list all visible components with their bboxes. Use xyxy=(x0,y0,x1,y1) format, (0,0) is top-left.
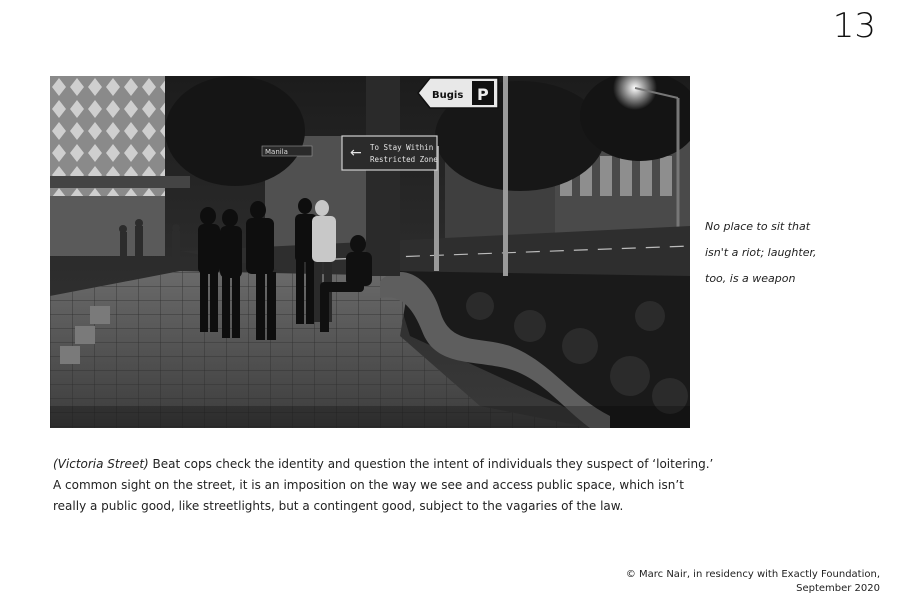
side-caption xyxy=(705,214,875,292)
caption-text-3: really a public good, like streetlights, but a contingent good, subject to the vagaries of the law. xyxy=(53,499,624,513)
caption-location: (Victoria Street) xyxy=(53,457,149,471)
sign-bugis-text: Bugis xyxy=(432,90,464,101)
sign-street-text: Manila xyxy=(265,148,288,156)
body-caption xyxy=(53,454,713,517)
sign-zone-line2: Restricted Zone xyxy=(370,155,438,164)
caption-text-2: A common sight on the street, it is an imposition on the way we see and access public space, which isn’t xyxy=(53,478,684,492)
street-photo xyxy=(50,76,690,428)
body-caption-line-1 xyxy=(53,454,713,475)
page-number: 13 xyxy=(832,6,876,46)
street-photo-illustration xyxy=(50,76,690,428)
credit-line-2: September 2020 xyxy=(796,583,880,594)
side-caption-line: isn't a riot; laughter, xyxy=(705,246,817,259)
side-caption-line: No place to sit that xyxy=(705,220,811,233)
credit-line-1: © Marc Nair, in residency with Exactly Foundation, xyxy=(625,569,880,580)
sign-zone-line1: To Stay Within xyxy=(370,143,434,152)
side-caption-line: too, is a weapon xyxy=(705,272,796,285)
caption-text-1: Beat cops check the identity and question the intent of individuals they suspect of ‘loitering.’ xyxy=(148,457,714,471)
sign-parking-text: P xyxy=(477,85,489,104)
svg-text:←: ← xyxy=(350,145,362,161)
credit xyxy=(626,568,880,596)
